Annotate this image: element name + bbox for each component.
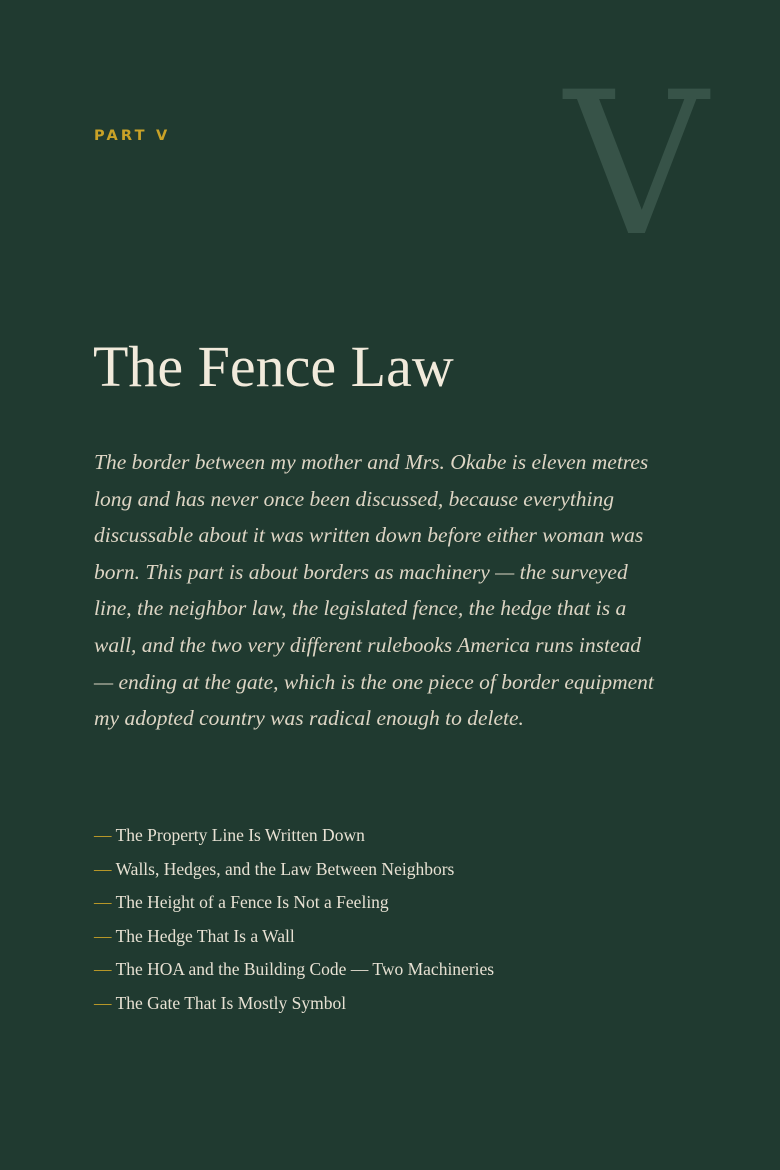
chapter-title: The Gate That Is Mostly Symbol [115,992,347,1013]
chapter-item [94,956,494,990]
chapter-title: The HOA and the Building Code — Two Machineries [115,959,495,980]
dash-marker: — [94,858,112,879]
chapter-item [94,822,494,856]
part-numeral: V [564,49,708,280]
part-title: The Fence Law [93,334,454,399]
chapter-list [94,822,494,1024]
chapter-item [94,889,494,923]
dash-marker: — [94,992,112,1013]
chapter-title: The Height of a Fence Is Not a Feeling [115,892,389,913]
part-introduction: The border between my mother and Mrs. Okabe is eleven metres long and has never once been discussed, because everything discussable about it was written down before either woman was born. This part is about borders as machinery — the surveyed line, the neighbor law, the legislated fence, the hedge that is a wall, and the two very different rulebooks America runs instead — ending at the gate, which is the one piece of border equipment my adopted country was radical enough to delete. [94,450,654,731]
dash-marker: — [94,892,112,913]
dash-marker: — [94,925,112,946]
dash-marker: — [94,825,112,845]
chapter-item [94,990,494,1024]
dash-marker: — [94,959,112,980]
chapter-title: The Property Line Is Written Down [115,825,365,845]
chapter-title: Walls, Hedges, and the Law Between Neighbors [115,858,455,879]
part-label: PART V [94,128,171,144]
chapter-item [94,923,494,957]
chapter-title: The Hedge That Is a Wall [115,925,295,946]
chapter-item [94,856,494,890]
